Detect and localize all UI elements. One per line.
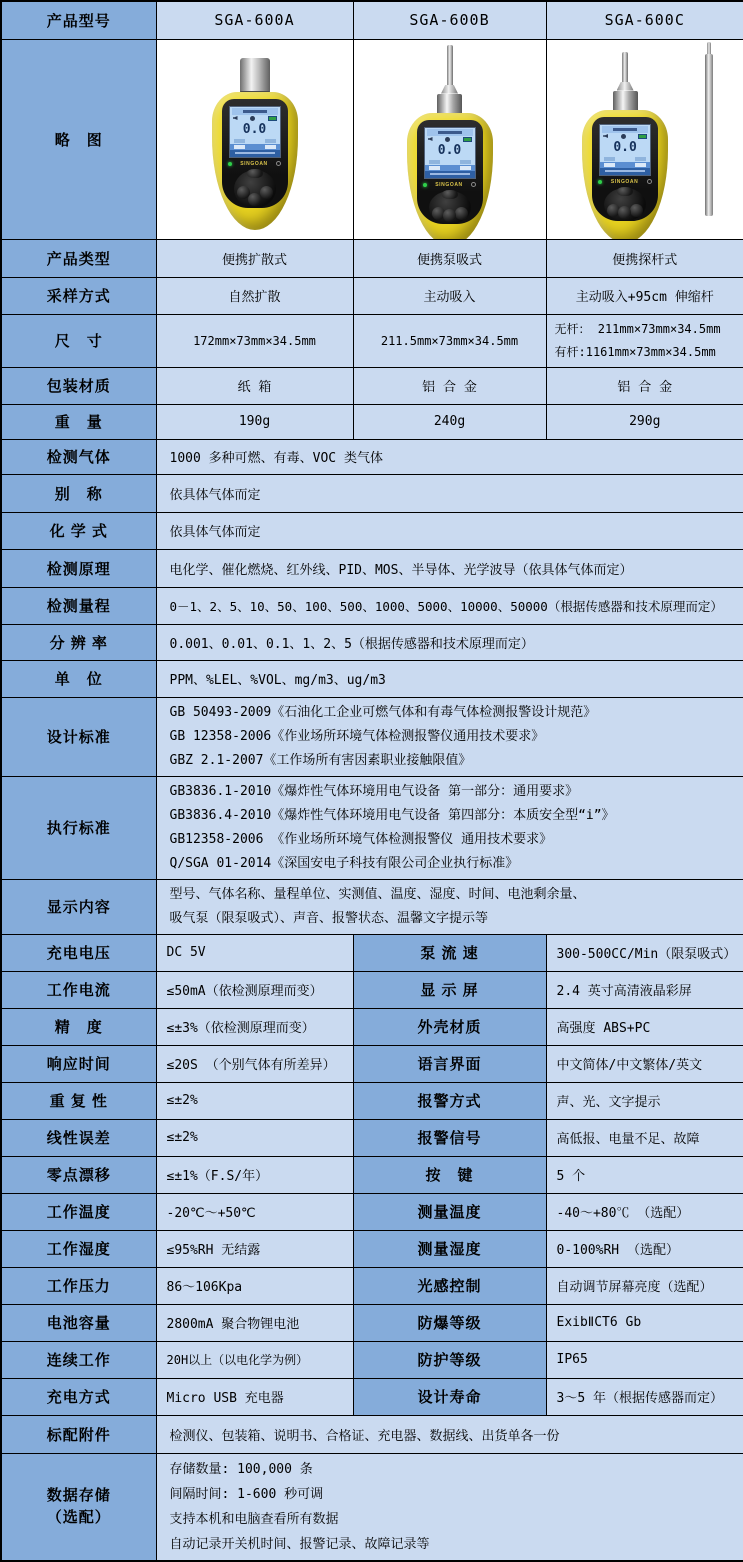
spec-label: 防护等级	[353, 1341, 546, 1378]
led-indicator	[598, 180, 602, 184]
spec-label: 电池容量	[1, 1304, 156, 1341]
spec-label: 测量湿度	[353, 1230, 546, 1267]
pump-icon	[250, 116, 255, 121]
standard-line: GB 12358-2006《作业场所环境气体检测报警仪通用技术要求》	[170, 725, 743, 749]
spec-label: 工作电流	[1, 971, 156, 1008]
pump-icon	[621, 134, 626, 139]
cell-value: 便携扩散式	[156, 239, 353, 277]
row-label: 检测量程	[1, 587, 156, 624]
table-row	[1, 439, 743, 474]
spec-value: IP65	[546, 1341, 743, 1378]
storage-line: 自动记录开关机时间、报警记录、故障记录等	[170, 1532, 743, 1557]
screen-status-bar	[230, 150, 280, 157]
row-label: 检测原理	[1, 549, 156, 587]
cell-value: 电化学、催化燃烧、红外线、PID、MOS、半导体、光学波导（依具体气体而定）	[156, 549, 743, 587]
right-key	[630, 204, 643, 217]
spec-value: 高强度 ABS+PC	[546, 1008, 743, 1045]
product-photo-sga-600c	[547, 40, 743, 239]
spec-label: 工作压力	[1, 1267, 156, 1304]
sensor-cap	[240, 58, 270, 94]
spec-value: 5 个	[546, 1156, 743, 1193]
screen-status-bar	[425, 171, 475, 178]
table-row	[1, 1415, 743, 1453]
cell-value: 依具体气体而定	[156, 474, 743, 512]
row-label-data-storage	[1, 1453, 156, 1561]
product-photo-sga-600b	[354, 40, 546, 239]
power-icon	[276, 161, 281, 166]
cell-value: 290g	[546, 404, 743, 439]
row-label: 分 辨 率	[1, 624, 156, 660]
spec-label: 充电方式	[1, 1378, 156, 1415]
spec-label: 按 键	[353, 1156, 546, 1193]
cell-value	[546, 314, 743, 367]
spec-label: 报警信号	[353, 1119, 546, 1156]
table-row	[1, 39, 743, 239]
table-row	[1, 367, 743, 404]
brand-label: SINGOAN	[611, 179, 639, 185]
spec-value: 高低报、电量不足、故障	[546, 1119, 743, 1156]
spec-value: 86～106Kpa	[156, 1267, 353, 1304]
menu-key	[442, 190, 458, 199]
display-content-line: 吸气泵（限泵吸式）、声音、报警状态、温馨文字提示等	[170, 907, 743, 931]
spec-label: 报警方式	[353, 1082, 546, 1119]
spec-value: ≤±3%（依检测原理而变）	[156, 1008, 353, 1045]
cell-value: 0.001、0.01、0.1、1、2、5（根据传感器和技术原理而定）	[156, 624, 743, 660]
right-key	[455, 207, 468, 220]
cell-value: 检测仪、包装箱、说明书、合格证、充电器、数据线、出货单各一份	[156, 1415, 743, 1453]
cell-value: 211.5mm×73mm×34.5mm	[353, 314, 546, 367]
screen-reading: 0.0	[425, 143, 475, 158]
size-without-rod: 无杆： 211mm×73mm×34.5mm	[547, 318, 743, 341]
model-name-b: SGA-600B	[353, 1, 546, 39]
cell-value: PPM、%LEL、%VOL、mg/m3、ug/m3	[156, 660, 743, 697]
row-label: 检测气体	[1, 439, 156, 474]
pump-probe	[582, 52, 668, 112]
telescopic-rod	[705, 54, 713, 216]
spec-label: 零点漂移	[1, 1156, 156, 1193]
table-row	[1, 879, 743, 934]
row-label: 设计标准	[1, 697, 156, 776]
screen-status-bar	[600, 168, 650, 175]
row-label: 执行标准	[1, 776, 156, 879]
model-name-c: SGA-600C	[546, 1, 743, 39]
table-row	[1, 1378, 743, 1415]
standard-line: GB3836.4-2010《爆炸性气体环境用电气设备 第四部分：本质安全型“i”》	[170, 804, 743, 828]
table-row	[1, 1193, 743, 1230]
cell-value: 便携探杆式	[546, 239, 743, 277]
spec-value: DC 5V	[156, 934, 353, 971]
enter-key	[248, 193, 261, 206]
power-icon	[471, 182, 476, 187]
spec-label: 防爆等级	[353, 1304, 546, 1341]
model-name-a: SGA-600A	[156, 1, 353, 39]
spec-label: 测量温度	[353, 1193, 546, 1230]
cell-value	[156, 1453, 743, 1561]
spec-value: ≤±2%	[156, 1082, 353, 1119]
storage-line: 间隔时间: 1-600 秒可调	[170, 1482, 743, 1507]
spec-value: ≤50mA（依检测原理而变）	[156, 971, 353, 1008]
row-label-accessories: 标配附件	[1, 1415, 156, 1453]
pump-icon	[445, 137, 450, 142]
cell-value: 主动吸入	[353, 277, 546, 314]
spec-value: 2800mA 聚合物锂电池	[156, 1304, 353, 1341]
table-row	[1, 1156, 743, 1193]
cell-value: 铝 合 金	[353, 367, 546, 404]
cell-value: 0－1、2、5、10、50、100、500、1000、5000、10000、50000（根据传感器和技术原理而定）	[156, 587, 743, 624]
spec-value: 自动调节屏幕亮度（选配）	[546, 1267, 743, 1304]
brand-label: SINGOAN	[240, 161, 268, 167]
spec-label: 连续工作	[1, 1341, 156, 1378]
cell-value: 自然扩散	[156, 277, 353, 314]
product-photo-cell-c	[546, 39, 743, 239]
pump-probe	[407, 45, 493, 115]
power-icon	[647, 179, 652, 184]
menu-key	[247, 169, 263, 178]
label-line: 数据存储	[2, 1485, 156, 1507]
battery-icon	[463, 137, 472, 142]
row-label: 显示内容	[1, 879, 156, 934]
row-label: 采样方式	[1, 277, 156, 314]
table-row	[1, 624, 743, 660]
storage-line: 支持本机和电脑查看所有数据	[170, 1507, 743, 1532]
table-row	[1, 1082, 743, 1119]
cell-value: 240g	[353, 404, 546, 439]
cell-value	[156, 776, 743, 879]
spec-value: Micro USB 充电器	[156, 1378, 353, 1415]
menu-key	[617, 187, 633, 196]
label-line: （选配）	[2, 1507, 156, 1529]
cell-value: 1000 多种可燃、有毒、VOC 类气体	[156, 439, 743, 474]
table-row	[1, 277, 743, 314]
table-row	[1, 660, 743, 697]
table-row	[1, 314, 743, 367]
device-body	[212, 92, 298, 230]
table-row	[1, 934, 743, 971]
table-row	[1, 512, 743, 549]
row-label-sketch: 略 图	[1, 39, 156, 239]
led-indicator	[228, 162, 232, 166]
cell-value	[156, 697, 743, 776]
table-row	[1, 1341, 743, 1378]
device-screen	[229, 106, 281, 158]
display-content-line: 型号、气体名称、量程单位、实测值、温度、湿度、时间、电池剩余量、	[170, 883, 743, 907]
spec-value: 2.4 英寸高清液晶彩屏	[546, 971, 743, 1008]
spec-label: 响应时间	[1, 1045, 156, 1082]
screen-title-bar	[602, 126, 648, 133]
speaker-icon	[233, 116, 238, 120]
spec-label: 充电电压	[1, 934, 156, 971]
product-photo-sga-600a	[157, 40, 353, 239]
standard-line: GB 50493-2009《石油化工企业可燃气体和有毒气体检测报警设计规范》	[170, 701, 743, 725]
spec-value: ≤±2%	[156, 1119, 353, 1156]
speaker-icon	[603, 134, 608, 138]
table-row	[1, 971, 743, 1008]
standard-line: Q/SGA 01-2014《深国安电子科技有限公司企业执行标准》	[170, 852, 743, 876]
row-label-product-model: 产品型号	[1, 1, 156, 39]
table-row	[1, 239, 743, 277]
table-row	[1, 1453, 743, 1561]
spec-label: 光感控制	[353, 1267, 546, 1304]
table-row	[1, 587, 743, 624]
table-row	[1, 1119, 743, 1156]
size-with-rod: 有杆:1161mm×73mm×34.5mm	[547, 341, 743, 364]
table-row	[1, 697, 743, 776]
spec-value: 20H以上（以电化学为例）	[156, 1341, 353, 1378]
spec-value: 300-500CC/Min（限泵吸式）	[546, 934, 743, 971]
spec-label: 精 度	[1, 1008, 156, 1045]
device-keypad	[429, 191, 471, 224]
screen-reading: 0.0	[230, 122, 280, 137]
cell-value: 172mm×73mm×34.5mm	[156, 314, 353, 367]
screen-title-bar	[427, 129, 473, 136]
spec-label: 重 复 性	[1, 1082, 156, 1119]
device-screen	[424, 127, 476, 179]
row-label: 重 量	[1, 404, 156, 439]
spec-value: 中文简体/中文繁体/英文	[546, 1045, 743, 1082]
battery-icon	[268, 116, 277, 121]
right-key	[260, 186, 273, 199]
device-keypad	[234, 170, 276, 208]
spec-label: 设计寿命	[353, 1378, 546, 1415]
row-label: 化 学 式	[1, 512, 156, 549]
spec-label: 泵 流 速	[353, 934, 546, 971]
product-photo-cell-b	[353, 39, 546, 239]
enter-key	[618, 206, 631, 219]
spec-label: 外壳材质	[353, 1008, 546, 1045]
table-row	[1, 1304, 743, 1341]
spec-label: 工作温度	[1, 1193, 156, 1230]
spec-label: 工作湿度	[1, 1230, 156, 1267]
cell-value: 190g	[156, 404, 353, 439]
cell-value	[156, 879, 743, 934]
row-label: 别 称	[1, 474, 156, 512]
screen-title-bar	[232, 108, 278, 115]
spec-value: ≤95%RH 无结露	[156, 1230, 353, 1267]
spec-label: 线性误差	[1, 1119, 156, 1156]
table-row	[1, 1008, 743, 1045]
table-row	[1, 1, 743, 39]
table-row	[1, 1045, 743, 1082]
enter-key	[443, 209, 456, 222]
table-row	[1, 474, 743, 512]
cell-value: 主动吸入+95cm 伸缩杆	[546, 277, 743, 314]
spec-value: 3～5 年（根据传感器而定）	[546, 1378, 743, 1415]
standard-line: GB12358-2006 《作业场所环境气体检测报警仪 通用技术要求》	[170, 828, 743, 852]
table-row	[1, 1230, 743, 1267]
spec-value: 声、光、文字提示	[546, 1082, 743, 1119]
cell-value: 依具体气体而定	[156, 512, 743, 549]
screen-reading: 0.0	[600, 140, 650, 155]
brand-label: SINGOAN	[435, 182, 463, 188]
cell-value: 纸 箱	[156, 367, 353, 404]
table-row	[1, 404, 743, 439]
row-label: 包装材质	[1, 367, 156, 404]
spec-label: 显 示 屏	[353, 971, 546, 1008]
row-label: 尺 寸	[1, 314, 156, 367]
spec-value: -40～+80℃ （选配）	[546, 1193, 743, 1230]
standard-line: GB3836.1-2010《爆炸性气体环境用电气设备 第一部分：通用要求》	[170, 780, 743, 804]
spec-value: 0-100%RH （选配）	[546, 1230, 743, 1267]
device-body	[407, 113, 493, 240]
product-photo-cell-a	[156, 39, 353, 239]
battery-icon	[638, 134, 647, 139]
device-screen	[599, 124, 651, 176]
cell-value: 便携泵吸式	[353, 239, 546, 277]
cell-value: 铝 合 金	[546, 367, 743, 404]
spec-value: ExibⅡCT6 Gb	[546, 1304, 743, 1341]
spec-value: ≤±1%（F.S/年）	[156, 1156, 353, 1193]
spec-value: -20℃～+50℃	[156, 1193, 353, 1230]
speaker-icon	[428, 137, 433, 141]
spec-value: ≤20S （个别气体有所差异）	[156, 1045, 353, 1082]
table-row	[1, 776, 743, 879]
table-row	[1, 1267, 743, 1304]
led-indicator	[423, 183, 427, 187]
row-label: 产品类型	[1, 239, 156, 277]
spec-label: 语言界面	[353, 1045, 546, 1082]
standard-line: GBZ 2.1-2007《工作场所有害因素职业接触限值》	[170, 749, 743, 773]
storage-line: 存储数量: 100,000 条	[170, 1457, 743, 1482]
row-label: 单 位	[1, 660, 156, 697]
table-row	[1, 549, 743, 587]
device-body	[582, 110, 668, 240]
device-keypad	[604, 188, 646, 221]
